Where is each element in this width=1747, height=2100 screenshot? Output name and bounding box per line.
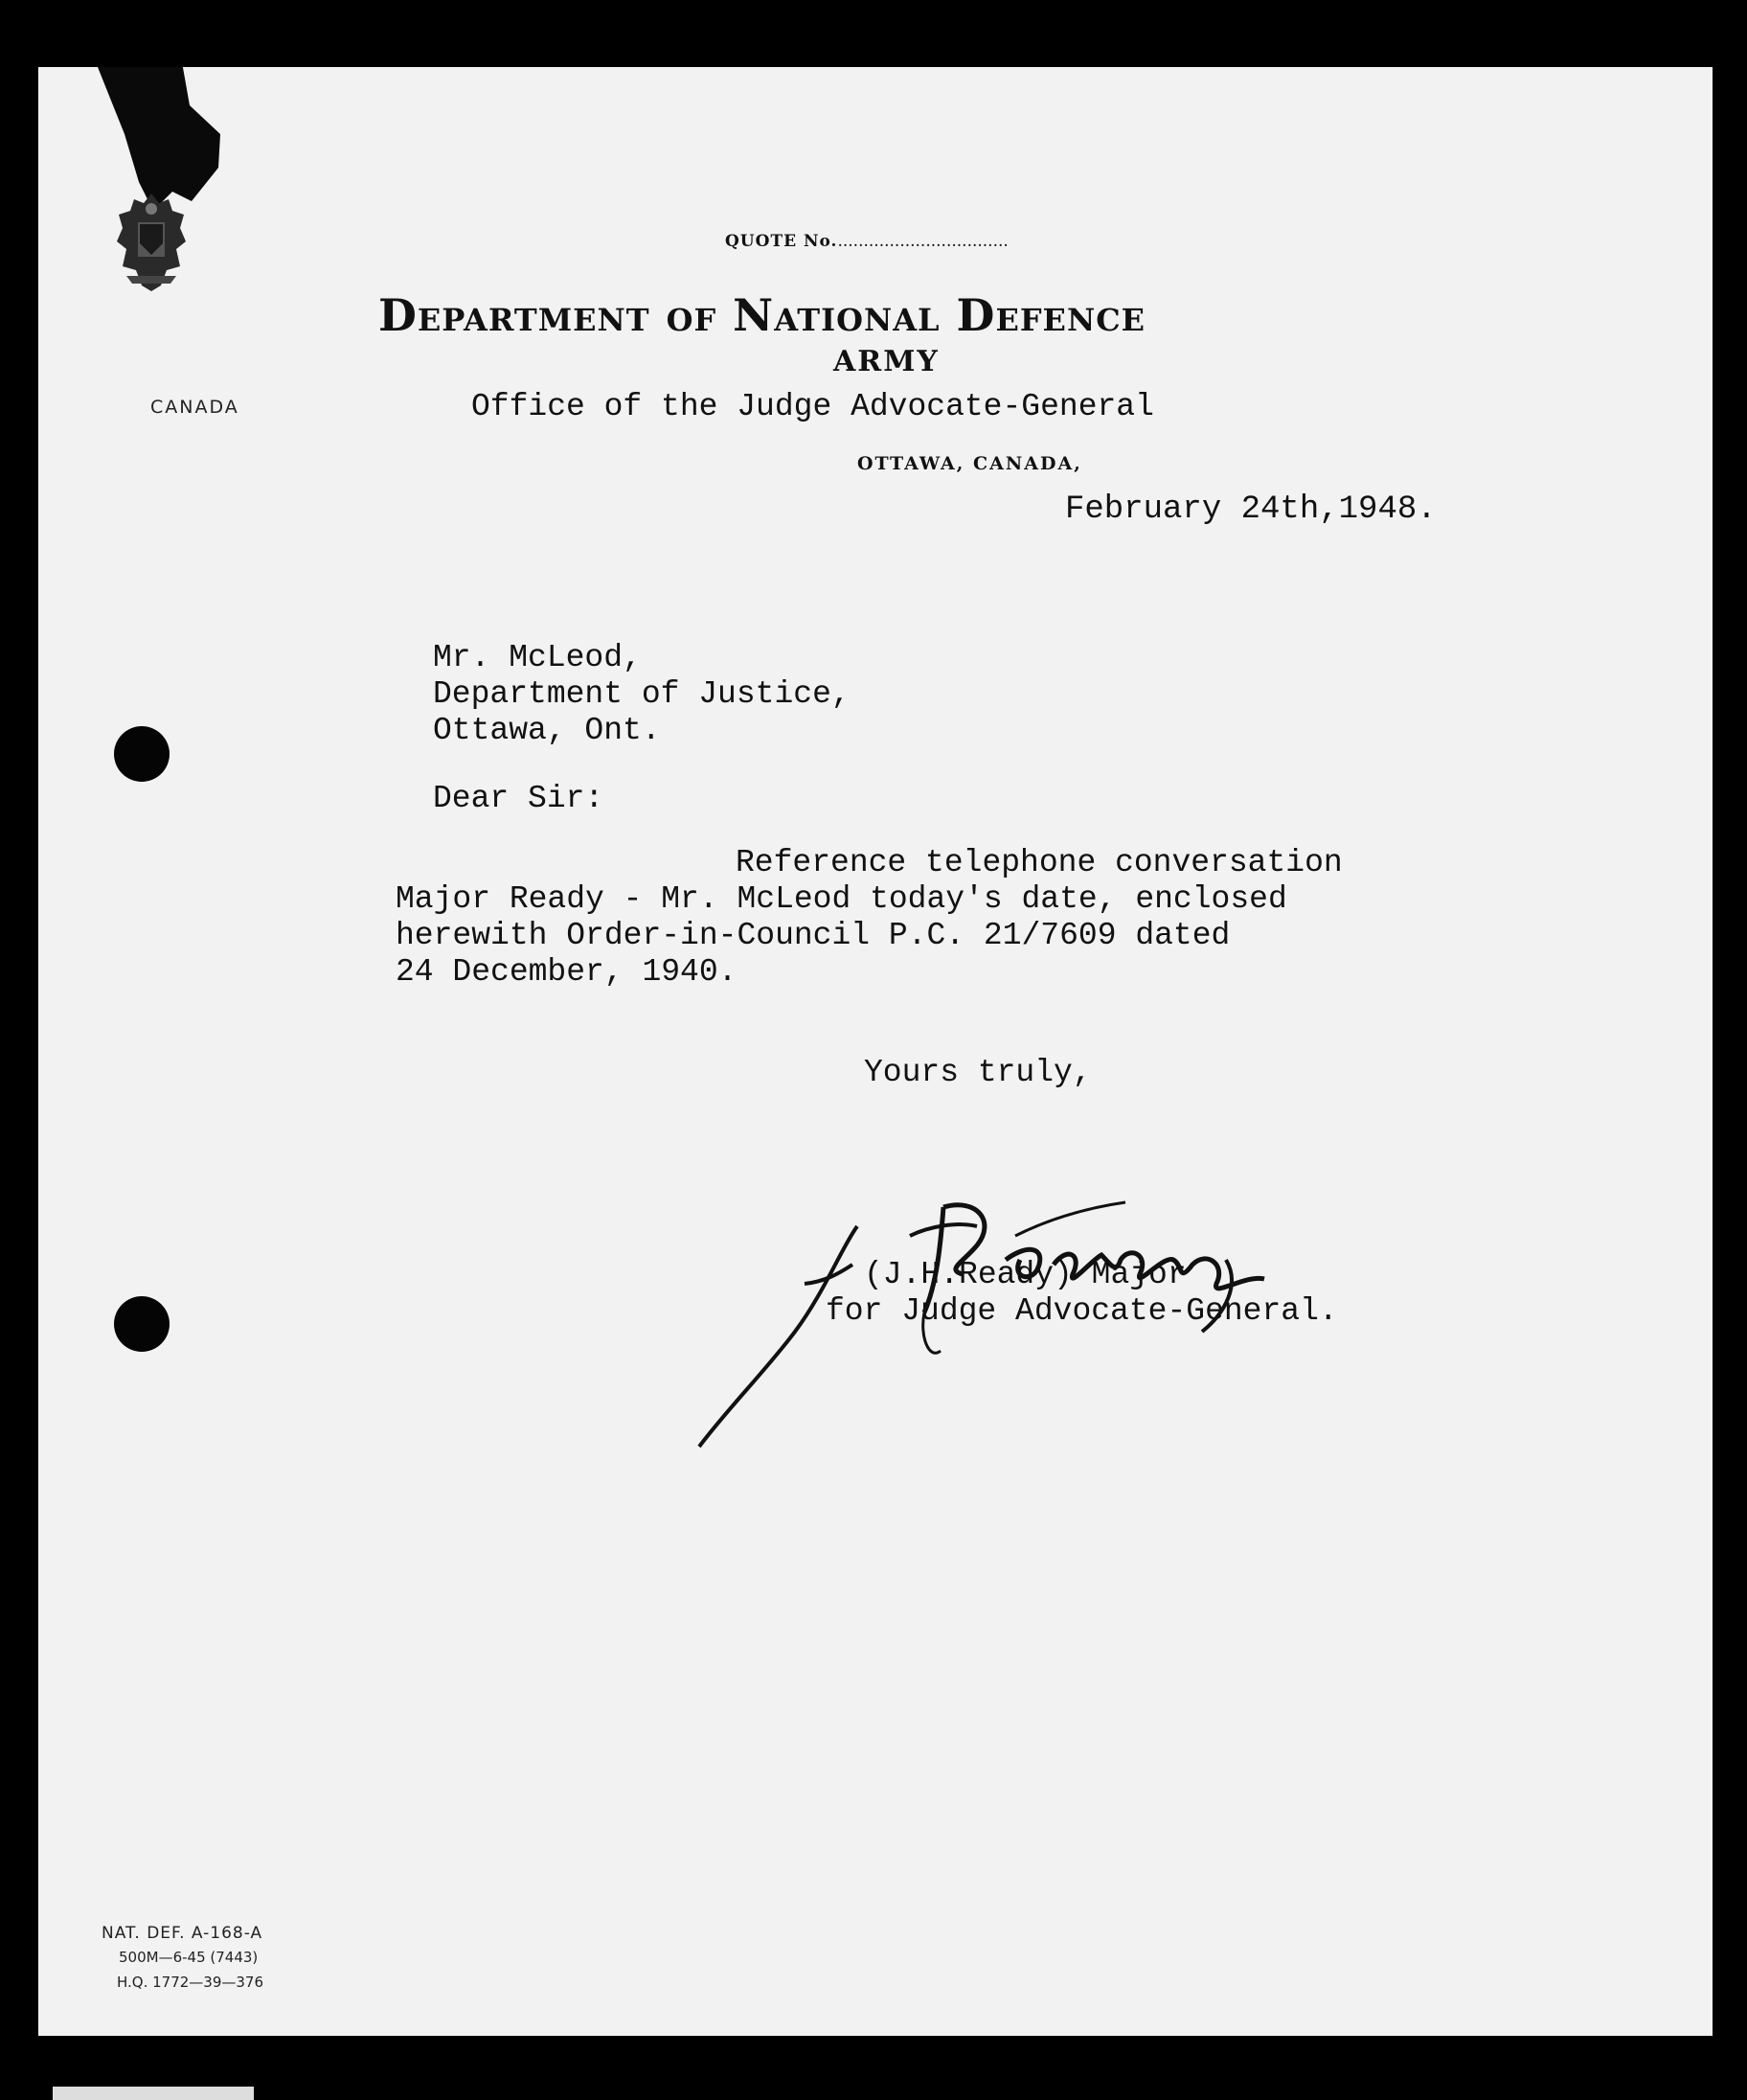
form-number: NAT. DEF. A-168-A [102,1924,263,1943]
department-title: Department of National Defence [378,289,1146,341]
branch-title: ARMY [833,345,940,378]
office-title: Office of the Judge Advocate-General [471,389,1154,424]
letterhead-city: OTTAWA, CANADA, [857,453,1082,474]
punch-hole-top [114,726,170,782]
closing: Yours truly, [864,1055,1092,1090]
quote-number-label [725,232,1009,251]
letter-date: February 24th,1948. [1065,491,1437,528]
hq-file-number: H.Q. 1772—39—376 [117,1974,264,1991]
recipient-name: Mr. McLeod, [433,640,642,675]
recipient-city: Ottawa, Ont. [433,713,661,748]
body-line-4: 24 December, 1940. [396,954,737,990]
quote-dots: ................................. [837,232,1009,251]
print-code: 500M—6-45 (7443) [119,1949,259,1966]
salutation: Dear Sir: [433,781,604,816]
body-line-3: herewith Order-in-Council P.C. 21/7609 dated [396,918,1231,953]
body-line-2: Major Ready - Mr. McLeod today's date, enclosed [396,881,1287,917]
letter-page [38,67,1713,2036]
body-line-1: Reference telephone conversation [736,845,1343,880]
recipient-department: Department of Justice, [433,676,851,712]
signature-name: (J.H.Ready) Major [864,1257,1187,1292]
quote-label: QUOTE No. [725,232,838,251]
scan-edge-scrap [53,2087,254,2100]
signature-title: for Judge Advocate-General. [826,1293,1338,1329]
crest-caption: CANADA [150,397,239,418]
handwritten-signature [690,1169,1303,1456]
canada-crest-icon [113,190,190,295]
punch-hole-bottom [114,1296,170,1352]
